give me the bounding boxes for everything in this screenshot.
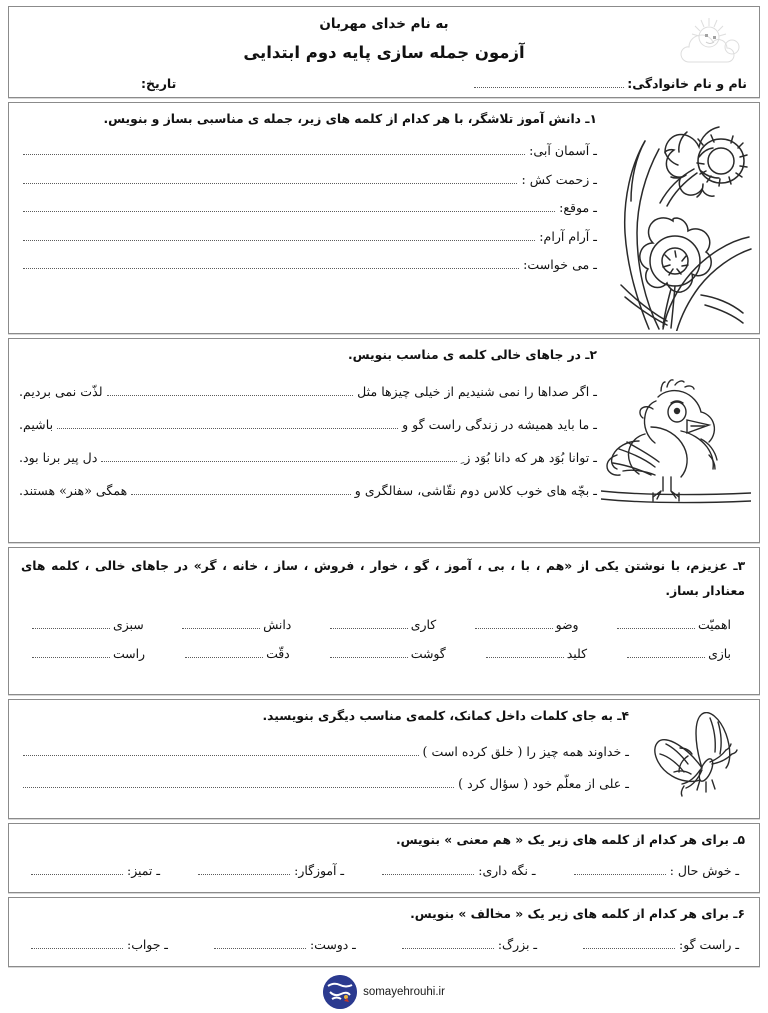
q4-item1-label: ـ خداوند همه چیز را ( خلق کرده است ) xyxy=(422,743,629,759)
q5-item2-blank[interactable] xyxy=(382,862,474,875)
question-4-heading: ۴ـ به جای کلمات داخل کمانک، کلمه‌ی مناسب دیگری بنویسید. xyxy=(262,709,629,723)
question-3-heading xyxy=(21,554,745,603)
q3-item9-blank[interactable] xyxy=(185,645,263,658)
q6-heading-a: ۶ـ برای هر کدام از کلمه های زیر یک « xyxy=(510,907,745,921)
q5-items-row xyxy=(21,862,745,878)
q2-item3-before: ـ توانا بُوَد هر که دانا بُوَد ز ِ xyxy=(460,449,597,465)
question-1-item-2 xyxy=(19,171,597,187)
student-name-blank[interactable] xyxy=(474,77,624,88)
q3-row-2 xyxy=(21,645,745,661)
watermark-text: somayehrouhi.ir xyxy=(363,986,445,998)
q3-item2-word: وضو xyxy=(555,617,579,633)
q5-heading-keyword: هم معنی xyxy=(456,833,511,847)
q3-item10-word: راست xyxy=(113,646,145,662)
q6-item2-blank[interactable] xyxy=(402,936,494,949)
worksheet-header xyxy=(8,6,760,98)
q3-item7-blank[interactable] xyxy=(486,645,564,658)
q6-items-row xyxy=(21,936,745,952)
question-4-item-2 xyxy=(19,775,629,791)
q3-row-1 xyxy=(21,616,745,632)
q1-item3-label: ـ موقع: xyxy=(559,200,597,216)
q3-item-5 xyxy=(29,616,144,632)
q3-item5-blank[interactable] xyxy=(32,616,110,629)
q3-item8-word: گوشت xyxy=(410,646,446,662)
q2-item1-before: ـ اگر صداها را نمی شنیدیم از خیلی چیزها مثل xyxy=(357,383,597,399)
q2-item4-blank[interactable] xyxy=(131,482,350,495)
q6-heading-c: » بنویس. xyxy=(410,907,471,921)
q3-word-7: فروش xyxy=(313,559,355,573)
q3-item-3 xyxy=(327,616,436,632)
q5-item1-label: ـ خوش حال : xyxy=(669,862,739,878)
q3-item4-word: دانش xyxy=(263,617,292,633)
q6-item1-blank[interactable] xyxy=(583,936,675,949)
q3-item-1 xyxy=(614,616,731,632)
q5-heading-c: » بنویس. xyxy=(395,833,457,847)
q3-item-6 xyxy=(624,645,731,661)
q3-item6-blank[interactable] xyxy=(627,645,705,658)
narcissus-flower-icon xyxy=(601,109,753,331)
question-5-heading xyxy=(21,830,745,851)
q6-item-4 xyxy=(27,936,168,952)
q1-item1-blank[interactable] xyxy=(23,142,525,155)
page-title: آزمون جمله سازی پایه دوم ابتدایی xyxy=(243,43,525,62)
q2-item1-blank[interactable] xyxy=(107,383,354,396)
question-3-panel xyxy=(8,547,760,695)
q3-item-2 xyxy=(472,616,579,632)
q3-item6-word: بازی xyxy=(708,646,731,662)
q5-item-2 xyxy=(378,862,535,878)
q2-item1-after: لذّت نمی بردیم. xyxy=(19,383,103,399)
q3-item8-blank[interactable] xyxy=(330,645,408,658)
q3-item1-word: اهمیّت xyxy=(697,617,731,633)
question-1-item-3 xyxy=(19,199,597,215)
bird-on-branch-icon xyxy=(601,379,751,504)
q2-item4-after: همگی «هنر» هستند. xyxy=(19,482,128,498)
student-name-field[interactable] xyxy=(474,76,747,91)
q3-word-2: با xyxy=(520,559,531,573)
q3-item5-word: سبزی xyxy=(113,617,144,633)
q1-item5-blank[interactable] xyxy=(23,256,519,269)
q6-item1-label: ـ راست گو: xyxy=(679,936,739,952)
q1-item2-blank[interactable] xyxy=(23,171,517,184)
q3-word-1: هم xyxy=(546,559,565,573)
q1-item4-blank[interactable] xyxy=(23,228,535,241)
q2-item4-before: ـ بچّه های خوب کلاس دوم نقّاشی، سفالگری و xyxy=(354,482,597,498)
question-2-item-4 xyxy=(19,482,597,498)
bismillah-text: به نام خدای مهربان xyxy=(319,16,449,32)
persian-calligraphy-logo-icon xyxy=(323,975,357,1009)
q3-word-3: بی xyxy=(487,559,505,573)
q3-word-bank: هم ، با ، بی ، آموز ، گو ، خوار ، فروش ، ساز ، خانه ، گر xyxy=(201,559,565,573)
q6-item4-label: ـ جواب: xyxy=(127,936,168,952)
q3-word-8: ساز xyxy=(274,559,298,573)
q3-word-5: گو xyxy=(414,559,430,573)
q6-heading-keyword: مخالف xyxy=(470,907,511,921)
q5-item-4 xyxy=(27,862,160,878)
q4-item2-label: ـ علی از معلّم خود ( سؤال کرد ) xyxy=(458,775,629,791)
question-2-heading: ۲ـ در جاهای خالی کلمه ی مناسب بنویس. xyxy=(347,348,597,362)
q5-item2-label: ـ نگه داری: xyxy=(478,862,536,878)
question-1-item-1 xyxy=(19,142,597,158)
q3-heading-end: » در جاهای خالی ، کلمه های معنادار بساز. xyxy=(21,559,745,598)
question-1-panel xyxy=(8,102,760,334)
question-2-item-1 xyxy=(19,383,597,399)
q3-word-6: خوار xyxy=(370,559,399,573)
q3-heading-start: ۳ـ عزیزم، با نوشتن یکی از « xyxy=(564,559,746,573)
q2-item3-blank[interactable] xyxy=(101,449,456,462)
q3-word-10: گر xyxy=(201,559,217,573)
q3-item-4 xyxy=(179,616,291,632)
q5-item3-label: ـ آموزگار: xyxy=(294,862,345,878)
q3-item-10 xyxy=(29,645,145,661)
q3-item3-word: کاری xyxy=(410,617,437,633)
question-1-item-4 xyxy=(19,228,597,244)
q6-item3-label: ـ دوست: xyxy=(310,936,356,952)
question-4-item-1 xyxy=(19,743,629,759)
q2-item2-after: باشیم. xyxy=(19,416,54,432)
q6-item2-label: ـ بزرگ: xyxy=(497,936,537,952)
question-2-item-3 xyxy=(19,449,597,465)
question-2-item-2 xyxy=(19,416,597,432)
q3-item4-blank[interactable] xyxy=(182,616,260,629)
q1-item4-label: ـ آرام آرام: xyxy=(539,228,597,244)
q4-item2-blank[interactable] xyxy=(23,775,454,788)
question-2-panel xyxy=(8,338,760,543)
question-1-item-5 xyxy=(19,256,597,272)
q3-item2-blank[interactable] xyxy=(475,616,553,629)
q6-item-2 xyxy=(398,936,537,952)
q3-item3-blank[interactable] xyxy=(330,616,408,629)
q1-item1-label: ـ آسمان آبی: xyxy=(529,143,597,159)
q6-item-3 xyxy=(210,936,356,952)
q3-word-9: خانه xyxy=(232,559,259,573)
q6-item4-blank[interactable] xyxy=(31,936,123,949)
student-identity-row xyxy=(19,76,749,91)
q5-item-3 xyxy=(194,862,344,878)
q6-item-1 xyxy=(579,936,739,952)
q2-item3-after: دل پیر برنا بود. xyxy=(19,449,98,465)
student-name-label: نام و نام خانوادگی: xyxy=(627,76,747,91)
q2-item2-before: ـ ما باید همیشه در زندگی راست گو و xyxy=(402,416,597,432)
question-5-panel xyxy=(8,823,760,893)
q1-item3-blank[interactable] xyxy=(23,199,555,212)
q3-item-7 xyxy=(483,645,587,661)
sun-cloud-icon xyxy=(675,14,749,74)
q6-item3-blank[interactable] xyxy=(214,936,306,949)
q3-item-8 xyxy=(327,645,446,661)
q5-item4-label: ـ تمیز: xyxy=(127,862,160,878)
butterfly-icon xyxy=(644,712,749,804)
q3-item9-word: دقّت xyxy=(266,646,290,662)
q5-heading-a: ۵ـ برای هر کدام از کلمه های زیر یک « xyxy=(510,833,745,847)
q3-item7-word: کلید xyxy=(566,646,587,662)
question-6-heading xyxy=(21,904,745,925)
question-4-panel xyxy=(8,699,760,819)
question-6-panel xyxy=(8,897,760,967)
date-label: تاریخ: xyxy=(141,76,177,91)
site-watermark xyxy=(0,975,768,1009)
q3-item1-blank[interactable] xyxy=(617,616,695,629)
q1-item2-label: ـ زحمت کش : xyxy=(521,171,597,187)
q3-item-9 xyxy=(182,645,290,661)
q5-item-1 xyxy=(570,862,739,878)
q1-item5-label: ـ می خواست: xyxy=(523,257,597,273)
q3-item10-blank[interactable] xyxy=(32,645,110,658)
question-1-heading: ۱ـ دانش آموز تلاشگر، با هر کدام از کلمه های زیر، جمله ی مناسبی بساز و بنویس. xyxy=(103,112,597,126)
q2-item2-blank[interactable] xyxy=(57,416,398,429)
q5-item4-blank[interactable] xyxy=(31,862,123,875)
q4-item1-blank[interactable] xyxy=(23,743,419,756)
q5-item3-blank[interactable] xyxy=(198,862,290,875)
q5-item1-blank[interactable] xyxy=(574,862,666,875)
q3-word-4: آموز xyxy=(445,559,472,573)
